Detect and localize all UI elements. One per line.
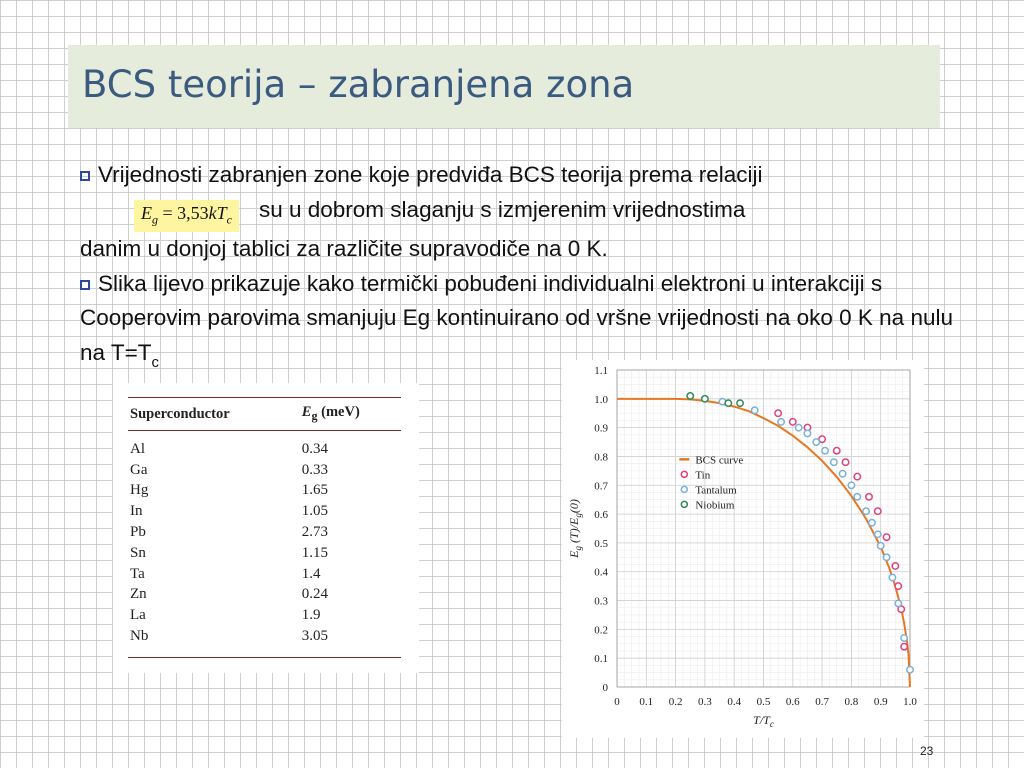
tantalum-data-point [869, 520, 875, 526]
x-tick-label: 0.9 [873, 696, 888, 708]
gap-value-cell: 1.9 [301, 607, 321, 624]
chart-panel [562, 360, 924, 738]
gap-value-cell: 1.15 [301, 544, 329, 561]
x-tick-label: 0.7 [815, 696, 829, 708]
gap-value-cell: 0.34 [301, 440, 329, 457]
element-cell: La [130, 607, 146, 624]
element-cell: Ga [130, 461, 148, 478]
x-tick-label: 1.0 [903, 696, 917, 708]
table-row [128, 605, 401, 626]
tantalum-data-point [752, 407, 758, 413]
x-tick-label: 0.1 [639, 696, 654, 708]
tantalum-data-point [863, 508, 869, 514]
tantalum-data-point [848, 482, 854, 488]
table-row [128, 460, 401, 481]
formula-lhs: $E_g$ [141, 202, 158, 227]
x-axis-label [753, 713, 774, 729]
element-cell: Nb [130, 628, 149, 645]
y-tick-label: 0.5 [594, 537, 608, 550]
y-tick-label: 1.1 [594, 365, 608, 377]
y-tick-label: 0.2 [594, 624, 608, 637]
table-row [128, 481, 401, 502]
x-tick-label: 0.2 [668, 696, 683, 708]
y-tick-label: 0.1 [594, 653, 608, 666]
gap-value-cell: 0.24 [301, 586, 329, 603]
table-row [128, 543, 401, 564]
element-cell: Al [130, 440, 145, 457]
element-cell: Hg [130, 482, 149, 499]
y-tick-label: 0.8 [594, 451, 608, 464]
tantalum-data-point [878, 543, 884, 549]
bullet-square-icon [80, 171, 90, 181]
tantalum-data-point [901, 635, 907, 641]
y-tick-label: 0.7 [594, 480, 608, 493]
table-row [128, 522, 401, 543]
x-tick-label: 0.8 [844, 696, 859, 708]
tantalum-data-point [822, 447, 828, 453]
legend-marker [681, 486, 687, 492]
element-cell: Ta [130, 565, 145, 582]
formula-k: $kT_c$ [208, 202, 232, 227]
paragraph-2-subscript: c [151, 353, 159, 371]
tin-data-point [854, 473, 860, 479]
header-gap [288, 398, 401, 431]
paragraph-2-text: Slika lijevo prikazuje kako termički pobuđeni individualni elektroni u interakciji s Cooperovim parovima smanjuju Eg kontinuirano od vršne vrijednosti na oko 0 K na nulu na T=T [80, 270, 953, 365]
y-axis-label-part: E [567, 550, 581, 558]
tantalum-data-point [889, 574, 895, 580]
y-tick-label: 0.3 [594, 595, 608, 608]
gap-value-cell: 1.05 [301, 503, 329, 520]
tantalum-data-point [804, 430, 810, 436]
element-cell: In [130, 503, 143, 520]
title-bar [68, 45, 940, 128]
gap-value-cell: 1.65 [301, 482, 329, 499]
legend-marker [681, 471, 687, 477]
gap-value-cell: 1.4 [301, 565, 321, 582]
paragraph-1-line-3: danim u donjoj tablici za različite supravodiče na 0 K. [80, 236, 608, 262]
tantalum-data-point [813, 439, 819, 445]
tin-data-point [883, 534, 889, 540]
x-axis-label-sub: c [769, 719, 774, 729]
table-row [128, 501, 401, 522]
x-tick-label: 0.6 [785, 696, 800, 708]
tin-data-point [842, 459, 848, 465]
table-header-row [128, 398, 401, 431]
tantalum-data-point [907, 667, 913, 673]
x-tick-label: 0.4 [727, 696, 742, 708]
tin-data-point [901, 643, 907, 649]
tin-data-point [892, 563, 898, 569]
bcs-gap-chart [562, 360, 924, 738]
tantalum-data-point [875, 531, 881, 537]
tin-data-point [775, 410, 781, 416]
header-superconductor: Superconductor [130, 405, 230, 422]
bullet-square-icon [80, 280, 90, 290]
body-text [80, 158, 960, 380]
legend-label: Niobium [695, 499, 735, 512]
table-row [128, 564, 401, 585]
gap-value-cell: 0.33 [301, 461, 329, 478]
y-tick-label: 1.0 [594, 393, 608, 406]
niobium-data-point [725, 400, 731, 406]
tin-data-point [875, 508, 881, 514]
tantalum-data-point [778, 419, 784, 425]
element-cell: Pb [130, 524, 146, 541]
y-axis-label-part: g [573, 513, 583, 518]
tin-data-point [790, 419, 796, 425]
paragraph-1-line-2: su u dobrom slaganju s izmjerenim vrijednostima [258, 196, 746, 222]
y-axis-label [567, 499, 583, 559]
legend-label: BCS curve [695, 454, 744, 467]
table-row [128, 431, 401, 460]
tantalum-data-point [883, 554, 889, 560]
y-axis-label-part: (T)/E [567, 517, 581, 546]
tantalum-data-point [831, 459, 837, 465]
element-cell: Sn [130, 544, 146, 561]
tin-data-point [866, 494, 872, 500]
y-axis-label-part: g [573, 546, 583, 551]
x-tick-label: 0 [614, 696, 620, 708]
superconductor-table-panel [113, 383, 419, 673]
legend-marker [681, 501, 687, 507]
header-gap-unit: (meV) [321, 404, 360, 421]
y-tick-label: 0.4 [594, 566, 608, 579]
paragraph-1-line-1: Vrijednosti zabranjen zone koje predviđa BCS teorija prema relaciji [98, 162, 763, 187]
superconductor-table [128, 397, 401, 658]
niobium-data-point [702, 396, 708, 402]
y-tick-label: 0 [602, 682, 608, 694]
y-tick-label: 0.9 [594, 422, 608, 435]
tin-data-point [895, 583, 901, 589]
header-gap-sub: g [311, 408, 318, 423]
niobium-data-point [737, 400, 743, 406]
x-tick-label: 0.5 [756, 696, 771, 708]
y-tick-label: 0.6 [594, 509, 608, 522]
gap-value-cell: 2.73 [301, 524, 329, 541]
legend-label: Tin [695, 469, 711, 482]
tin-data-point [834, 447, 840, 453]
table-row [128, 626, 401, 657]
niobium-data-point [687, 393, 693, 399]
tantalum-data-point [795, 424, 801, 430]
gap-formula [134, 200, 239, 233]
element-cell: Zn [130, 586, 147, 603]
slide-number: 23 [920, 744, 934, 758]
paragraph-1 [80, 158, 960, 267]
tantalum-data-point [895, 600, 901, 606]
gap-value-cell: 3.05 [301, 628, 329, 645]
x-tick-label: 0.3 [698, 696, 712, 708]
tantalum-data-point [839, 471, 845, 477]
table-row [128, 585, 401, 606]
legend-label: Tantalum [695, 484, 737, 497]
formula-rhs: = 3,53 [162, 202, 209, 223]
table-body [128, 431, 401, 658]
tantalum-data-point [854, 494, 860, 500]
slide-title: BCS teorija – zabranjena zona [82, 63, 635, 106]
y-axis-label-part: (0) [567, 499, 581, 514]
x-axis-label-main: T/T [753, 713, 770, 727]
header-gap-symbol: E [301, 404, 312, 421]
